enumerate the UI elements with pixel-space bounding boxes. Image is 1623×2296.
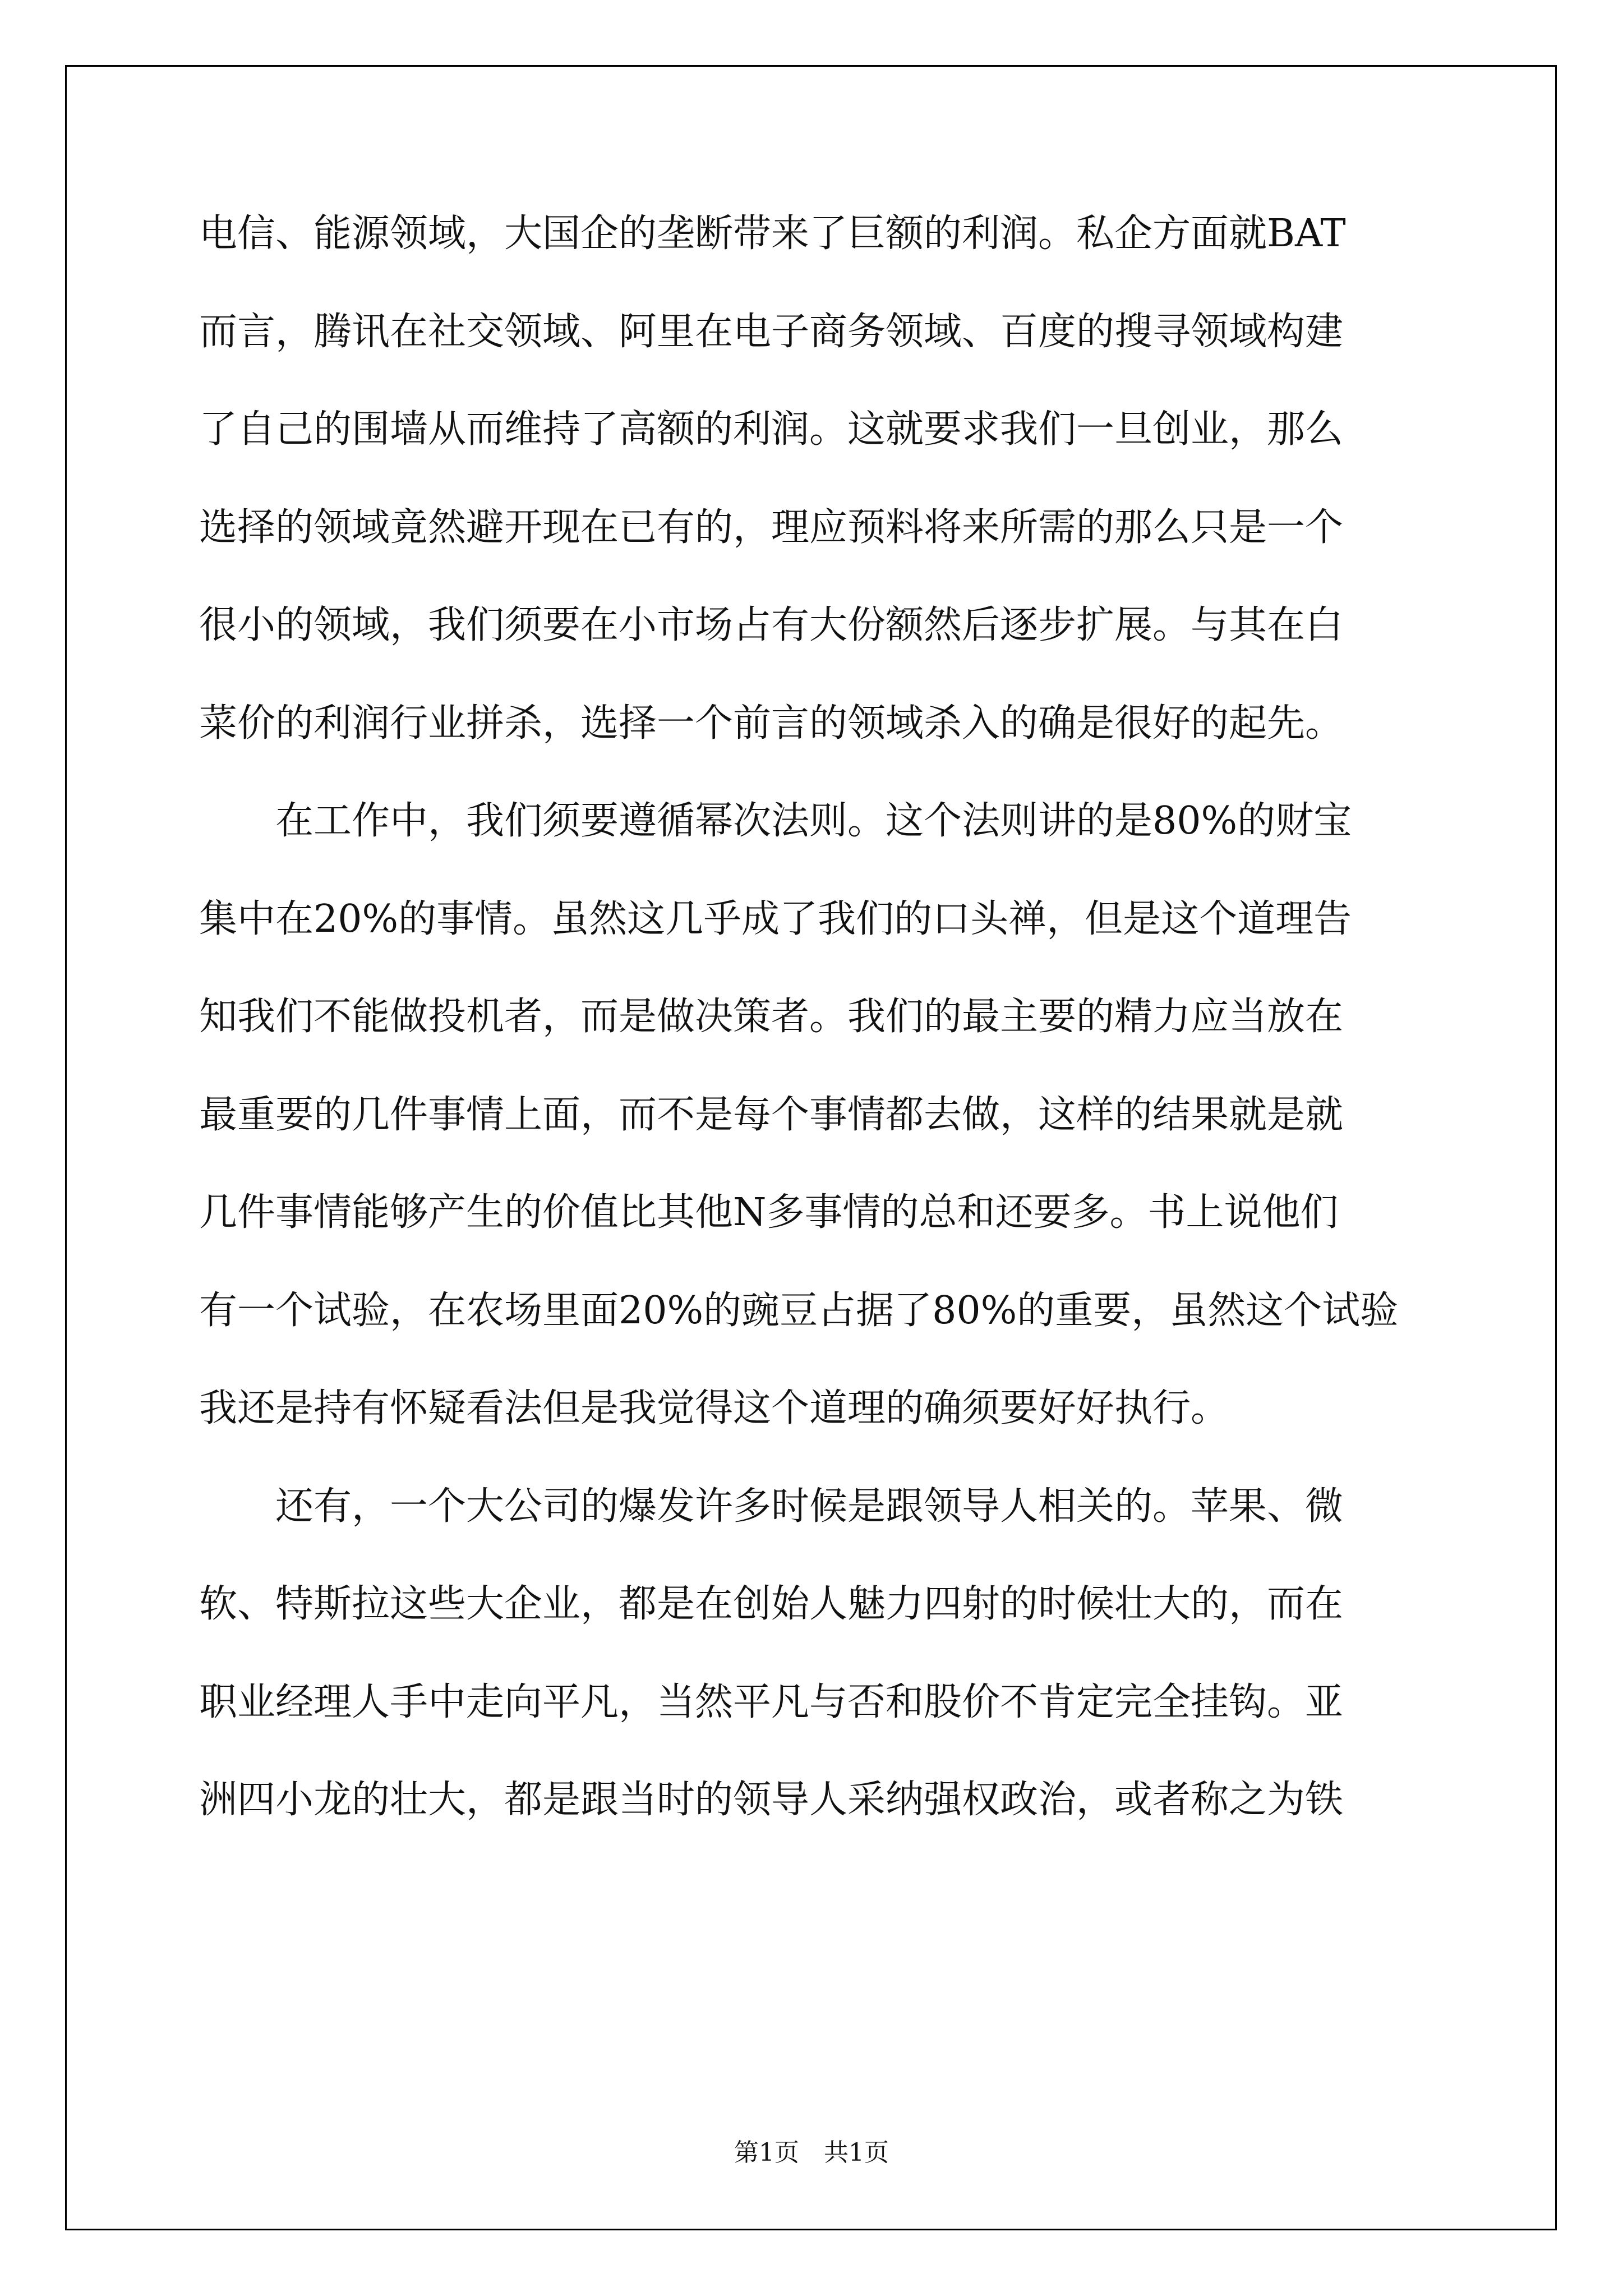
text-line: 职业经理人手中走向平凡，当然平凡与否和股价不肯定完全挂钩。亚 bbox=[199, 1680, 1344, 1724]
text-line: 还有，一个大公司的爆发许多时候是跟领导人相关的。苹果、微 bbox=[199, 1484, 1344, 1529]
text-line: 知我们不能做投机者，而是做决策者。我们的最主要的精力应当放在 bbox=[199, 995, 1344, 1039]
text-line: 最重要的几件事情上面，而不是每个事情都去做，这样的结果就是就 bbox=[199, 1092, 1344, 1137]
text-line: 我还是持有怀疑看法但是我觉得这个道理的确须要好好执行。 bbox=[199, 1386, 1229, 1430]
text-line: 几件事情能够产生的价值比其他N多事情的总和还要多。书上说他们 bbox=[199, 1190, 1339, 1235]
page-number-footer: 第1页 共1页 bbox=[734, 2138, 889, 2167]
text-line: 有一个试验，在农场里面20%的豌豆占据了80%的重要，虽然这个试验 bbox=[199, 1288, 1399, 1333]
text-line: 洲四小龙的壮大，都是跟当时的领导人采纳强权政治，或者称之为铁 bbox=[199, 1778, 1344, 1822]
text-line: 而言，腾讯在社交领域、阿里在电子商务领域、百度的搜寻领域构建 bbox=[199, 309, 1344, 354]
text-line: 软、特斯拉这些大企业，都是在创始人魅力四射的时候壮大的，而在 bbox=[199, 1582, 1344, 1626]
text-line: 菜价的利润行业拼杀，选择一个前言的领域杀入的确是很好的起先。 bbox=[199, 701, 1344, 746]
text-line: 在工作中，我们须要遵循幂次法则。这个法则讲的是80%的财宝 bbox=[199, 799, 1352, 843]
text-line: 选择的领域竟然避开现在已有的，理应预料将来所需的那么只是一个 bbox=[199, 505, 1344, 550]
text-line: 集中在20%的事情。虽然这几乎成了我们的口头禅，但是这个道理告 bbox=[199, 896, 1352, 941]
text-line: 很小的领域，我们须要在小市场占有大份额然后逐步扩展。与其在白 bbox=[199, 603, 1344, 647]
text-line: 电信、能源领域，大国企的垄断带来了巨额的利润。私企方面就BAT bbox=[199, 211, 1346, 256]
text-line: 了自己的围墙从而维持了高额的利润。这就要求我们一旦创业，那么 bbox=[199, 407, 1344, 452]
document-body bbox=[199, 185, 1427, 1849]
